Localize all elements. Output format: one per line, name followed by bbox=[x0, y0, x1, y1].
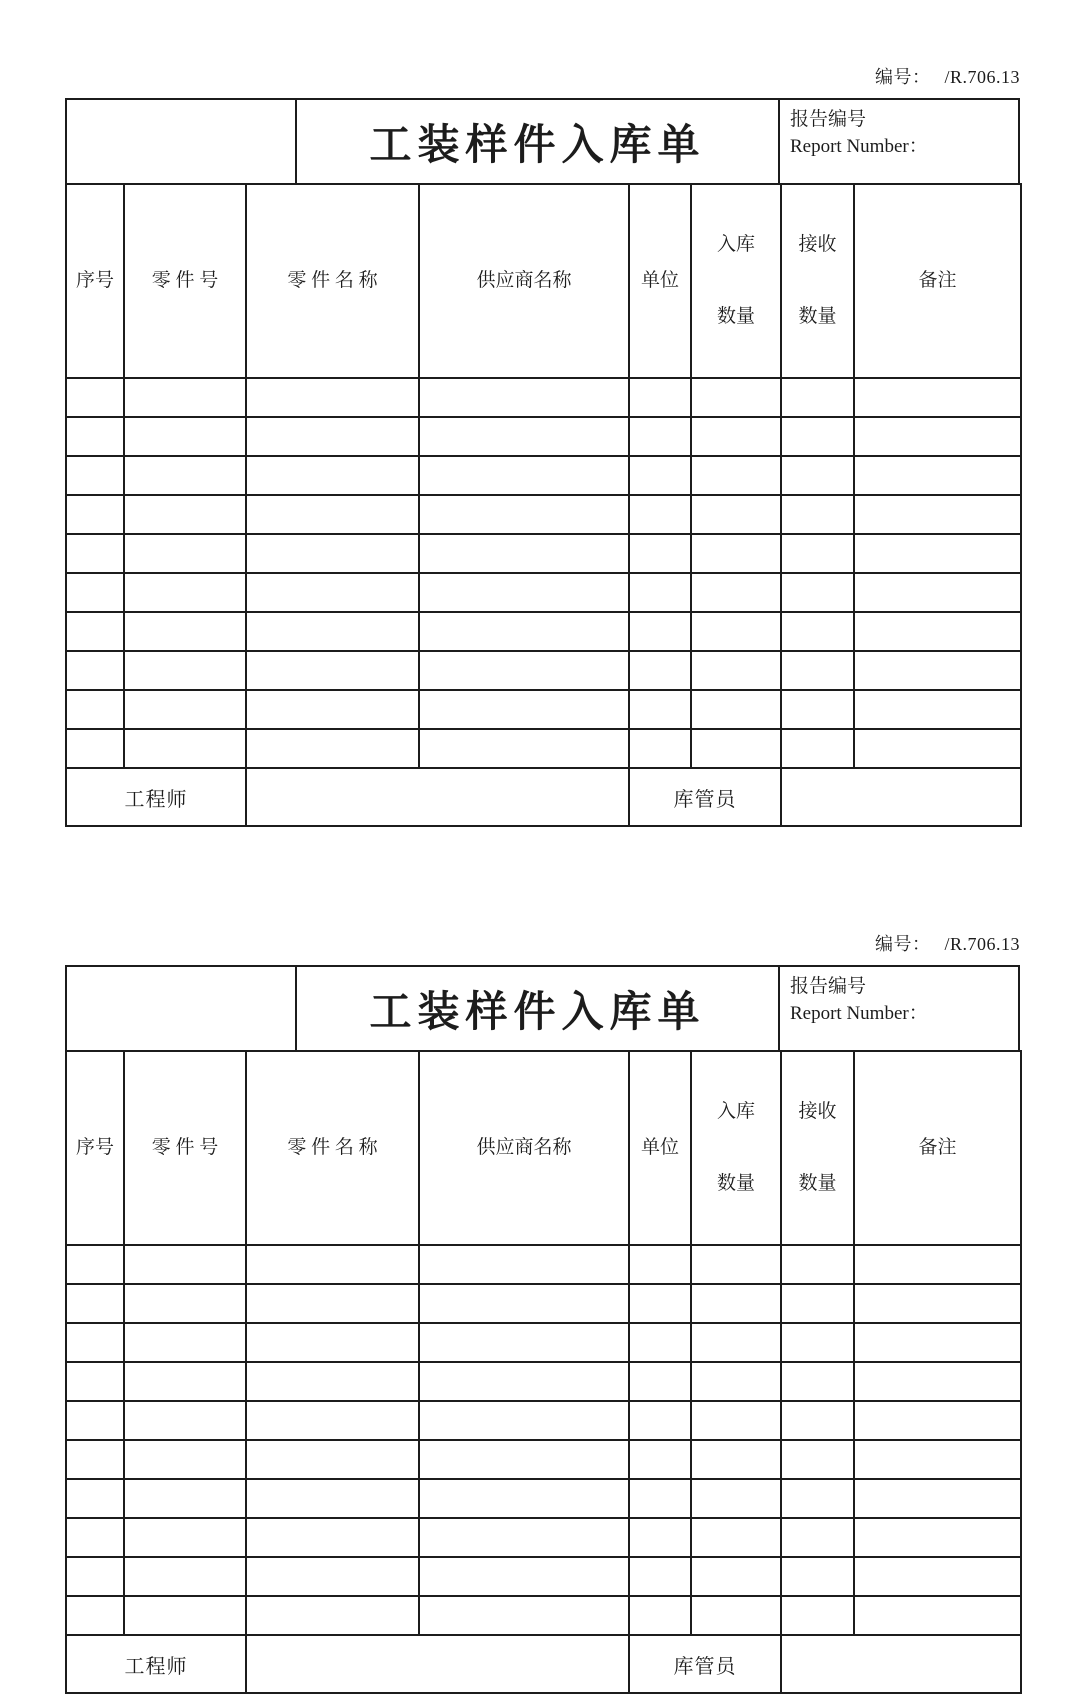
entry-cell bbox=[419, 573, 629, 612]
entry-table bbox=[65, 1050, 1022, 1694]
entry-cell bbox=[419, 456, 629, 495]
entry-cell bbox=[629, 1323, 691, 1362]
entry-row bbox=[66, 534, 1021, 573]
entry-cell bbox=[629, 1401, 691, 1440]
col-header-unit: 单位 bbox=[629, 184, 691, 378]
entry-cell bbox=[691, 1362, 781, 1401]
entry-row bbox=[66, 1596, 1021, 1635]
entry-cell bbox=[419, 534, 629, 573]
entry-cell bbox=[781, 690, 854, 729]
entry-cell bbox=[854, 651, 1021, 690]
entry-cell bbox=[854, 1479, 1021, 1518]
entry-cell bbox=[629, 573, 691, 612]
entry-cell bbox=[124, 729, 246, 768]
entry-cell bbox=[246, 1596, 419, 1635]
entry-cell bbox=[66, 1284, 124, 1323]
entry-cell bbox=[66, 690, 124, 729]
entry-cell bbox=[419, 417, 629, 456]
entry-cell bbox=[854, 1245, 1021, 1284]
entry-row bbox=[66, 456, 1021, 495]
engineer-label: 工程师 bbox=[66, 1635, 246, 1693]
entry-row bbox=[66, 651, 1021, 690]
report-number-label-cn: 报告编号 bbox=[790, 976, 867, 997]
col-header-supplier-name: 供应商名称 bbox=[419, 1051, 629, 1245]
entry-table-header bbox=[66, 1051, 1021, 1245]
entry-cell bbox=[691, 1518, 781, 1557]
col-header-seq: 序号 bbox=[66, 184, 124, 378]
entry-cell bbox=[246, 417, 419, 456]
col-header-received-qty-line1: 接收 bbox=[798, 1101, 837, 1122]
engineer-label: 工程师 bbox=[66, 768, 246, 826]
entry-cell bbox=[419, 651, 629, 690]
entry-cell bbox=[854, 1362, 1021, 1401]
engineer-signature-cell bbox=[246, 1635, 629, 1693]
col-header-remarks: 备注 bbox=[854, 1051, 1021, 1245]
signature-row bbox=[66, 1635, 1021, 1693]
entry-cell bbox=[691, 690, 781, 729]
entry-cell bbox=[629, 1440, 691, 1479]
entry-cell bbox=[629, 1284, 691, 1323]
keeper-signature-cell bbox=[781, 1635, 1021, 1693]
entry-cell bbox=[124, 651, 246, 690]
entry-cell bbox=[854, 1323, 1021, 1362]
entry-cell bbox=[124, 1323, 246, 1362]
entry-cell bbox=[419, 1596, 629, 1635]
entry-cell bbox=[691, 729, 781, 768]
entry-cell bbox=[629, 651, 691, 690]
entry-cell bbox=[246, 1479, 419, 1518]
entry-cell bbox=[781, 1284, 854, 1323]
doc-code-label: 编号： bbox=[874, 934, 931, 954]
entry-row bbox=[66, 1440, 1021, 1479]
entry-row bbox=[66, 1245, 1021, 1284]
entry-cell bbox=[781, 1479, 854, 1518]
logo-blank-cell bbox=[67, 100, 297, 183]
entry-cell bbox=[691, 1596, 781, 1635]
entry-cell bbox=[691, 573, 781, 612]
entry-cell bbox=[124, 1245, 246, 1284]
column-header-row bbox=[66, 1051, 1021, 1245]
entry-cell bbox=[691, 1557, 781, 1596]
doc-code-value: /R.706.13 bbox=[944, 934, 1020, 954]
form-sheet bbox=[65, 98, 1020, 827]
entry-cell bbox=[66, 495, 124, 534]
entry-cell bbox=[629, 378, 691, 417]
entry-cell bbox=[246, 1245, 419, 1284]
col-header-part-number: 零 件 号 bbox=[124, 184, 246, 378]
entry-cell bbox=[419, 1401, 629, 1440]
form-title: 工装样件入库单 bbox=[369, 120, 706, 168]
entry-table bbox=[65, 183, 1022, 827]
col-header-received-qty-line2: 数量 bbox=[798, 1173, 837, 1194]
entry-cell bbox=[124, 1284, 246, 1323]
entry-cell bbox=[781, 1596, 854, 1635]
entry-cell bbox=[854, 1518, 1021, 1557]
entry-cell bbox=[66, 1479, 124, 1518]
entry-cell bbox=[781, 1245, 854, 1284]
entry-cell bbox=[781, 534, 854, 573]
entry-cell bbox=[691, 417, 781, 456]
form-title-row bbox=[65, 965, 1020, 1050]
col-header-remarks: 备注 bbox=[854, 184, 1021, 378]
entry-row bbox=[66, 573, 1021, 612]
entry-cell bbox=[629, 1362, 691, 1401]
entry-cell bbox=[246, 690, 419, 729]
entry-cell bbox=[246, 612, 419, 651]
entry-cell bbox=[781, 612, 854, 651]
entry-row bbox=[66, 1479, 1021, 1518]
entry-cell bbox=[629, 612, 691, 651]
entry-cell bbox=[419, 1479, 629, 1518]
entry-cell bbox=[691, 651, 781, 690]
entry-cell bbox=[629, 417, 691, 456]
entry-cell bbox=[66, 1401, 124, 1440]
doc-code-line bbox=[65, 64, 1020, 90]
entry-cell bbox=[124, 417, 246, 456]
entry-cell bbox=[66, 651, 124, 690]
entry-cell bbox=[854, 1401, 1021, 1440]
entry-cell bbox=[246, 1440, 419, 1479]
entry-cell bbox=[246, 1362, 419, 1401]
warehouse-entry-form-1 bbox=[65, 64, 1020, 827]
entry-cell bbox=[629, 1245, 691, 1284]
entry-rows bbox=[66, 1245, 1021, 1635]
keeper-label: 库管员 bbox=[629, 1635, 781, 1693]
entry-cell bbox=[854, 573, 1021, 612]
entry-row bbox=[66, 1323, 1021, 1362]
entry-cell bbox=[66, 1596, 124, 1635]
entry-cell bbox=[854, 1596, 1021, 1635]
entry-cell bbox=[66, 612, 124, 651]
entry-cell bbox=[124, 378, 246, 417]
entry-cell bbox=[66, 378, 124, 417]
entry-cell bbox=[66, 456, 124, 495]
entry-row bbox=[66, 1401, 1021, 1440]
entry-cell bbox=[124, 1557, 246, 1596]
entry-row bbox=[66, 1362, 1021, 1401]
entry-row bbox=[66, 690, 1021, 729]
entry-cell bbox=[781, 1440, 854, 1479]
entry-cell bbox=[781, 495, 854, 534]
col-header-inbound-qty bbox=[691, 184, 781, 378]
entry-cell bbox=[246, 573, 419, 612]
entry-cell bbox=[419, 1557, 629, 1596]
report-number-label-cn: 报告编号 bbox=[790, 109, 867, 130]
entry-cell bbox=[246, 651, 419, 690]
entry-cell bbox=[246, 1323, 419, 1362]
entry-cell bbox=[246, 1518, 419, 1557]
entry-cell bbox=[691, 612, 781, 651]
col-header-inbound-qty-line1: 入库 bbox=[716, 1101, 755, 1122]
form-sheet bbox=[65, 965, 1020, 1694]
entry-cell bbox=[854, 612, 1021, 651]
entry-cell bbox=[124, 1479, 246, 1518]
signature-row bbox=[66, 768, 1021, 826]
entry-cell bbox=[124, 534, 246, 573]
col-header-received-qty bbox=[781, 184, 854, 378]
entry-cell bbox=[246, 456, 419, 495]
report-number-label-en: Report Number： bbox=[790, 1003, 928, 1024]
entry-cell bbox=[781, 573, 854, 612]
entry-cell bbox=[66, 1245, 124, 1284]
entry-cell bbox=[781, 456, 854, 495]
entry-cell bbox=[124, 456, 246, 495]
entry-cell bbox=[124, 1596, 246, 1635]
entry-cell bbox=[854, 1284, 1021, 1323]
entry-cell bbox=[781, 1401, 854, 1440]
col-header-part-number: 零 件 号 bbox=[124, 1051, 246, 1245]
entry-cell bbox=[124, 612, 246, 651]
entry-cell bbox=[854, 534, 1021, 573]
entry-cell bbox=[629, 534, 691, 573]
report-number-label-en: Report Number： bbox=[790, 136, 928, 157]
entry-cell bbox=[246, 1557, 419, 1596]
col-header-inbound-qty bbox=[691, 1051, 781, 1245]
signature-footer bbox=[66, 768, 1021, 826]
col-header-inbound-qty-line1: 入库 bbox=[716, 234, 755, 255]
entry-row bbox=[66, 729, 1021, 768]
col-header-inbound-qty-line2: 数量 bbox=[716, 306, 755, 327]
entry-cell bbox=[781, 417, 854, 456]
entry-cell bbox=[629, 1557, 691, 1596]
entry-cell bbox=[66, 417, 124, 456]
entry-cell bbox=[691, 534, 781, 573]
entry-cell bbox=[691, 456, 781, 495]
doc-code-value: /R.706.13 bbox=[944, 67, 1020, 87]
entry-cell bbox=[691, 1440, 781, 1479]
entry-cell bbox=[419, 690, 629, 729]
keeper-signature-cell bbox=[781, 768, 1021, 826]
entry-cell bbox=[246, 1401, 419, 1440]
entry-cell bbox=[246, 729, 419, 768]
entry-cell bbox=[246, 534, 419, 573]
entry-cell bbox=[691, 1323, 781, 1362]
entry-cell bbox=[124, 1518, 246, 1557]
entry-cell bbox=[246, 378, 419, 417]
entry-cell bbox=[66, 573, 124, 612]
column-header-row bbox=[66, 184, 1021, 378]
entry-cell bbox=[124, 495, 246, 534]
logo-blank-cell bbox=[67, 967, 297, 1050]
entry-cell bbox=[419, 1362, 629, 1401]
entry-cell bbox=[781, 1362, 854, 1401]
entry-cell bbox=[419, 1284, 629, 1323]
entry-cell bbox=[419, 1245, 629, 1284]
entry-cell bbox=[629, 729, 691, 768]
form-title-row bbox=[65, 98, 1020, 183]
col-header-inbound-qty-line2: 数量 bbox=[716, 1173, 755, 1194]
entry-cell bbox=[629, 456, 691, 495]
entry-cell bbox=[124, 690, 246, 729]
col-header-supplier-name: 供应商名称 bbox=[419, 184, 629, 378]
engineer-signature-cell bbox=[246, 768, 629, 826]
entry-row bbox=[66, 417, 1021, 456]
entry-cell bbox=[691, 495, 781, 534]
entry-cell bbox=[854, 495, 1021, 534]
entry-cell bbox=[691, 1245, 781, 1284]
entry-cell bbox=[854, 1440, 1021, 1479]
entry-cell bbox=[854, 456, 1021, 495]
entry-cell bbox=[66, 1440, 124, 1479]
entry-cell bbox=[781, 1557, 854, 1596]
col-header-part-name: 零 件 名 称 bbox=[246, 184, 419, 378]
col-header-unit: 单位 bbox=[629, 1051, 691, 1245]
entry-table-header bbox=[66, 184, 1021, 378]
entry-cell bbox=[854, 378, 1021, 417]
report-number-cell bbox=[778, 967, 1018, 1050]
col-header-seq: 序号 bbox=[66, 1051, 124, 1245]
entry-row bbox=[66, 1284, 1021, 1323]
entry-cell bbox=[419, 1518, 629, 1557]
entry-cell bbox=[629, 1518, 691, 1557]
entry-cell bbox=[66, 534, 124, 573]
entry-cell bbox=[781, 1518, 854, 1557]
entry-row bbox=[66, 612, 1021, 651]
entry-cell bbox=[854, 690, 1021, 729]
entry-row bbox=[66, 495, 1021, 534]
signature-footer bbox=[66, 1635, 1021, 1693]
entry-cell bbox=[854, 417, 1021, 456]
doc-code-label: 编号： bbox=[874, 67, 931, 87]
entry-cell bbox=[781, 1323, 854, 1362]
entry-cell bbox=[66, 1518, 124, 1557]
col-header-part-name: 零 件 名 称 bbox=[246, 1051, 419, 1245]
entry-cell bbox=[419, 1440, 629, 1479]
entry-cell bbox=[419, 1323, 629, 1362]
col-header-received-qty bbox=[781, 1051, 854, 1245]
entry-row bbox=[66, 1518, 1021, 1557]
entry-cell bbox=[246, 1284, 419, 1323]
entry-cell bbox=[854, 1557, 1021, 1596]
warehouse-entry-form-2 bbox=[65, 931, 1020, 1694]
entry-cell bbox=[691, 1401, 781, 1440]
entry-cell bbox=[691, 378, 781, 417]
entry-cell bbox=[124, 1362, 246, 1401]
entry-cell bbox=[781, 651, 854, 690]
entry-cell bbox=[66, 1362, 124, 1401]
entry-row bbox=[66, 1557, 1021, 1596]
entry-cell bbox=[629, 1596, 691, 1635]
keeper-label: 库管员 bbox=[629, 768, 781, 826]
col-header-received-qty-line2: 数量 bbox=[798, 306, 837, 327]
entry-cell bbox=[781, 729, 854, 768]
entry-cell bbox=[419, 378, 629, 417]
entry-cell bbox=[629, 495, 691, 534]
entry-cell bbox=[124, 1401, 246, 1440]
entry-cell bbox=[124, 573, 246, 612]
entry-cell bbox=[781, 378, 854, 417]
entry-cell bbox=[124, 1440, 246, 1479]
report-number-cell bbox=[778, 100, 1018, 183]
entry-cell bbox=[246, 495, 419, 534]
entry-cell bbox=[854, 729, 1021, 768]
entry-cell bbox=[629, 1479, 691, 1518]
entry-cell bbox=[691, 1479, 781, 1518]
entry-cell bbox=[66, 1557, 124, 1596]
entry-rows bbox=[66, 378, 1021, 768]
entry-cell bbox=[419, 612, 629, 651]
entry-cell bbox=[629, 690, 691, 729]
entry-row bbox=[66, 378, 1021, 417]
form-title: 工装样件入库单 bbox=[369, 987, 706, 1035]
entry-cell bbox=[419, 729, 629, 768]
doc-code-line bbox=[65, 931, 1020, 957]
entry-cell bbox=[691, 1284, 781, 1323]
entry-cell bbox=[419, 495, 629, 534]
entry-cell bbox=[66, 729, 124, 768]
entry-cell bbox=[66, 1323, 124, 1362]
col-header-received-qty-line1: 接收 bbox=[798, 234, 837, 255]
